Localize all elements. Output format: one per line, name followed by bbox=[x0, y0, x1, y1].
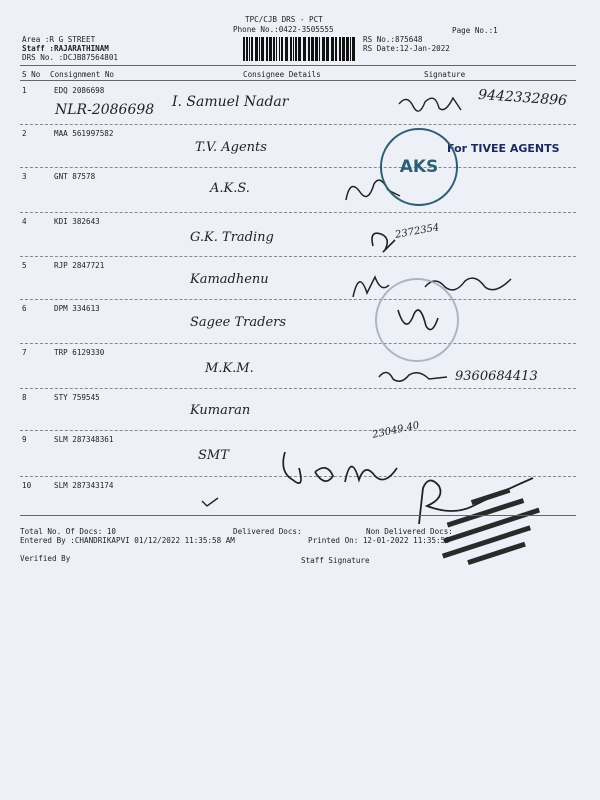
staff-signature-label: Staff Signature bbox=[301, 556, 370, 565]
handwritten-phone-number: 9442332896 bbox=[477, 86, 568, 110]
area-label: Area :R G STREET bbox=[22, 35, 96, 44]
signature-mark bbox=[395, 90, 475, 118]
handwritten-consignee-name: SMT bbox=[198, 448, 229, 463]
tivee-agents-stamp: For TIVEE AGENTS bbox=[447, 142, 560, 155]
printed-on: Printed On: 12-01-2022 11:35:59 bbox=[308, 536, 450, 545]
rs-number: RS No.:875648 bbox=[363, 35, 423, 44]
row-consignment-number: RJP 2847721 bbox=[54, 261, 105, 270]
total-docs: Total No. Of Docs: 10 bbox=[20, 527, 117, 536]
handwritten-consignee-name: Sagee Traders bbox=[190, 315, 287, 330]
row-consignment-number: SLM 287343174 bbox=[54, 481, 114, 490]
row-sno: 7 bbox=[22, 348, 27, 357]
column-header-sno: S No bbox=[22, 70, 41, 79]
page-number: Page No.:1 bbox=[452, 26, 498, 35]
row-consignment-number: KDI 382643 bbox=[54, 217, 100, 226]
row-separator bbox=[20, 167, 576, 168]
row-separator bbox=[20, 430, 576, 431]
check-mark bbox=[200, 495, 220, 509]
handwritten-consignee-name: T.V. Agents bbox=[195, 140, 267, 155]
document-title: TPC/CJB DRS - PCT bbox=[245, 15, 323, 24]
delivered-docs: Delivered Docs: bbox=[233, 527, 302, 536]
non-delivered-docs: Non Delivered Docs: bbox=[366, 527, 453, 536]
row-sno: 3 bbox=[22, 172, 27, 181]
handwritten-phone-number: 9360684413 bbox=[455, 369, 538, 384]
row-sno: 8 bbox=[22, 393, 27, 402]
signature-mark bbox=[375, 365, 455, 387]
stamp-text: AKS bbox=[399, 157, 439, 177]
handwritten-consignee-name: Kamadhenu bbox=[190, 272, 269, 287]
drs-number: DRS No. :DCJB87564801 bbox=[22, 53, 119, 62]
row-sno: 6 bbox=[22, 304, 27, 313]
partial-round-stamp bbox=[375, 278, 459, 362]
row-separator bbox=[20, 343, 576, 344]
rs-date: RS Date:12-Jan-2022 bbox=[363, 44, 450, 53]
handwritten-consignee-name: Kumaran bbox=[190, 403, 251, 418]
barcode-image bbox=[243, 37, 355, 61]
handwritten-number: 2372354 bbox=[394, 222, 441, 241]
column-header-consignee: Consignee Details bbox=[243, 70, 321, 79]
row-sno: 2 bbox=[22, 129, 27, 138]
row-sno: 4 bbox=[22, 217, 27, 226]
signature-mark bbox=[365, 222, 405, 256]
handwritten-consignee-name: M.K.M. bbox=[205, 361, 254, 376]
row-consignment-number: STY 759545 bbox=[54, 393, 100, 402]
row-sno: 1 bbox=[22, 86, 27, 95]
column-header-consignment: Consignment No bbox=[50, 70, 115, 79]
aks-round-stamp bbox=[380, 128, 458, 206]
column-header-signature: Signature bbox=[424, 70, 466, 79]
row-sno: 5 bbox=[22, 261, 27, 270]
row-separator bbox=[20, 256, 576, 257]
entered-by: Entered By :CHANDRIKAPVI 01/12/2022 11:35:58 AM bbox=[20, 536, 235, 545]
handwritten-number: 23049.40 bbox=[371, 420, 421, 441]
row-consignment-number: EDQ 2086698 bbox=[54, 86, 105, 95]
phone-number: Phone No.:0422-3505555 bbox=[233, 25, 334, 34]
handwritten-consignee-name: G.K. Trading bbox=[190, 230, 274, 245]
row-consignment-number: SLM 287348361 bbox=[54, 435, 114, 444]
row-separator bbox=[20, 212, 576, 213]
row-sno: 10 bbox=[22, 481, 32, 490]
row-sno: 9 bbox=[22, 435, 27, 444]
staff-label: Staff :RAJARATHINAM bbox=[22, 44, 109, 53]
row-consignment-number: DPM 334613 bbox=[54, 304, 100, 313]
handwritten-consignee-name: A.K.S. bbox=[210, 181, 250, 196]
row-consignment-number: TRP 6129330 bbox=[54, 348, 105, 357]
handwritten-ref-number: NLR-2086698 bbox=[55, 102, 155, 118]
handwritten-consignee-name: I. Samuel Nadar bbox=[172, 94, 289, 110]
row-consignment-number: GNT 87578 bbox=[54, 172, 96, 181]
verified-by: Verified By bbox=[20, 554, 71, 563]
row-separator bbox=[20, 388, 576, 389]
row-separator bbox=[20, 124, 576, 125]
seal-stamp-image bbox=[420, 478, 570, 573]
signature-mark bbox=[275, 432, 415, 502]
row-consignment-number: MAA 561997582 bbox=[54, 129, 114, 138]
